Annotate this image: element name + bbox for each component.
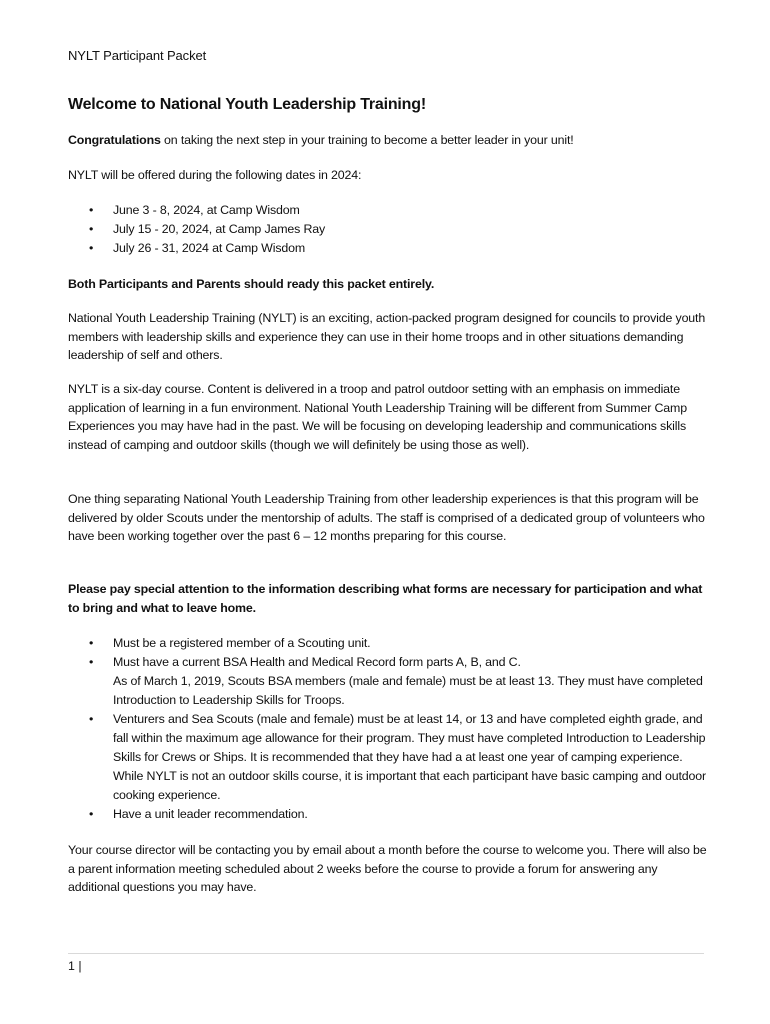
- list-item: • Venturers and Sea Scouts (male and female) must be at least 14, or 13 and have completed eighth grade, and fall within the maximum age allowance for their program. They must have completed Introduction to Leadership Skills for Crews or Ships. It is recommended that they have had a at least one year of camping experience. While NYLT is not an outdoor skills course, it is important that each participant have basic camping and outdoor cooking experience.: [89, 712, 706, 802]
- dates-list: [68, 201, 708, 258]
- paragraph-staff: One thing separating National Youth Leadership Training from other leadership experiences is that this program will be delivered by older Scouts under the mentorship of adults. The staff is comprised of a dedicated group of volunteers who have been working together over the past 6 – 12 months preparing for this course.: [68, 492, 705, 544]
- bullet-icon: •: [89, 222, 94, 236]
- bullet-icon: •: [89, 807, 94, 821]
- list-item: • Must have a current BSA Health and Medical Record form parts A, B, and C. As of March 1, 2019, Scouts BSA members (male and female) must be at least 13. They must have completed Introduction to Leadership Skills for Troops.: [89, 655, 703, 707]
- running-header: NYLT Participant Packet: [68, 48, 207, 63]
- bullet-icon: •: [89, 241, 94, 255]
- bullet-icon: •: [89, 203, 94, 217]
- attention-notice: Please pay special attention to the information describing what forms are necessary for participation and what to bring and what to leave home.: [68, 582, 703, 615]
- dates-intro: NYLT will be offered during the following dates in 2024:: [68, 168, 362, 182]
- list-item: • June 3 - 8, 2024, at Camp Wisdom: [68, 201, 708, 220]
- paragraph-overview: National Youth Leadership Training (NYLT) is an exciting, action-packed program designed for councils to provide youth members with leadership skills and experience they can use in their home troops and in other situations demanding leadership of self and others.: [68, 311, 706, 363]
- bullet-icon: •: [89, 636, 94, 650]
- intro-rest: on taking the next step in your training to become a better leader in your unit!: [160, 133, 574, 147]
- paragraph-course: NYLT is a six-day course. Content is delivered in a troop and patrol outdoor setting with an emphasis on immediate application of learning in a fun environment. National Youth Leadership Training will be different from Summer Camp Experiences you may have had in the past. We will be focusing on developing leadership and communications skills instead of camping and outdoor skills (though we will definitely be using those as well).: [68, 382, 687, 453]
- intro-bold-lead: Congratulations: [68, 133, 161, 147]
- list-item: • Must be a registered member of a Scouting unit.: [68, 634, 708, 653]
- page-number: 1 |: [68, 959, 82, 973]
- requirements-list: [68, 634, 708, 824]
- ready-notice: Both Participants and Parents should ready this packet entirely.: [68, 277, 435, 291]
- footer-divider: [68, 953, 704, 954]
- bullet-icon: •: [89, 655, 94, 669]
- intro-paragraph: [68, 131, 708, 150]
- closing-paragraph: Your course director will be contacting you by email about a month before the course to welcome you. There will also be a parent information meeting scheduled about 2 weeks before the course to provide a forum for answering any additional questions you may have.: [68, 843, 707, 895]
- list-item: • July 26 - 31, 2024 at Camp Wisdom: [68, 239, 708, 258]
- page-title: Welcome to National Youth Leadership Training!: [68, 96, 426, 113]
- list-item: • July 15 - 20, 2024, at Camp James Ray: [68, 220, 708, 239]
- bullet-icon: •: [89, 712, 94, 726]
- list-item: • Have a unit leader recommendation.: [68, 805, 708, 824]
